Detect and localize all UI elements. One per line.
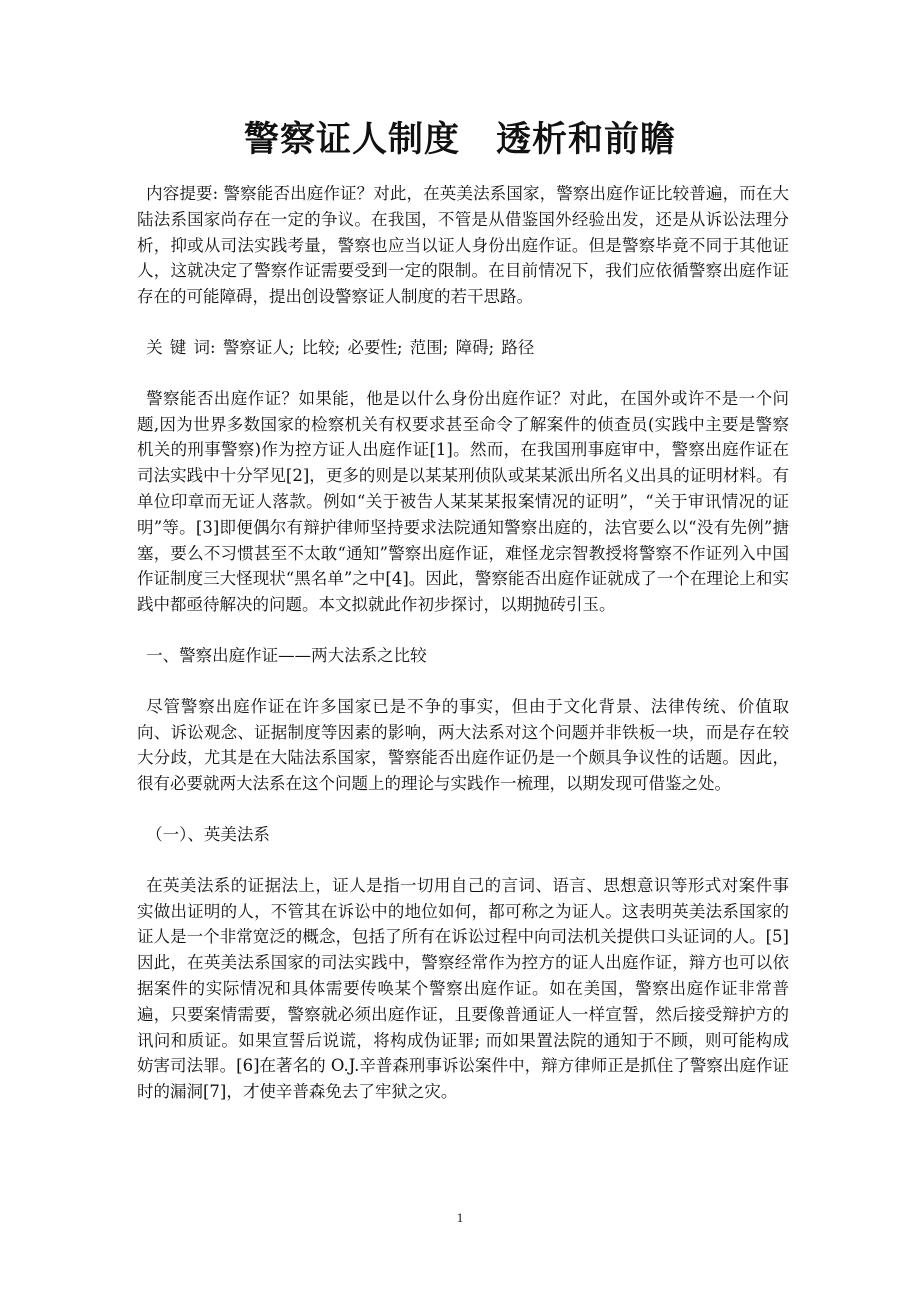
page-title: 警察证人制度 透析和前瞻 — [243, 120, 676, 160]
keywords-line: 关 键 词: 警察证人; 比较; 必要性; 范围; 障碍; 路径 — [146, 337, 535, 357]
subsection-heading: （一）、英美法系 — [146, 824, 270, 844]
section-heading: 一、警察出庭作证——两大法系之比较 — [146, 645, 427, 665]
document-body — [137, 181, 789, 1105]
section-paragraph: 尽管警察出庭作证在许多国家已是不争的事实，但由于文化背景、法律传统、价值取向、诉讼观念、证据制度等因素的影响，两大法系对这个问题并非铁板一块，而是存在较大分歧，尤其是在大陆法系国家，警察能否出庭作证仍是一个颇具争议性的话题。因此，很有必要就两大法系在这个问题上的理论与实践作一梳理，以期发现可借鉴之处。 — [137, 696, 789, 794]
abstract-paragraph: 内容提要: 警察能否出庭作证？对此，在英美法系国家，警察出庭作证比较普遍，而在大陆法系国家尚存在一定的争议。在我国，不管是从借鉴国外经验出发，还是从诉讼法理分析，抑或从司法实践考量，警察也应当以证人身份出庭作证。但是警察毕竟不同于其他证人，这就决定了警察作证需要受到一定的限制。在目前情况下，我们应依循警察出庭作证存在的可能障碍，提出创设警察证人制度的若干思路。 — [137, 184, 789, 307]
intro-paragraph: 警察能否出庭作证？如果能，他是以什么身份出庭作证？对此，在国外或许不是一个问题,因为世界多数国家的检察机关有权要求甚至命令了解案件的侦查员(实践中主要是警察机关的刑事警察)作为控方证人出庭作证[1]。然而，在我国刑事庭审中，警察出庭作证在司法实践中十分罕见[2]，更多的则是以某某刑侦队或某某派出所名义出具的证明材料。有单位印章而无证人落款。例如“关于被告人某某某报案情况的证明”，“关于审讯情况的证明”等。[3]即便偶尔有辩护律师坚持要求法院通知警察出庭的，法官要么以“没有先例”搪塞，要么不习惯甚至不太敢“通知”警察出庭作证，难怪龙宗智教授将警察不作证列入中国作证制度三大怪现状“黑名单”之中[4]。因此，警察能否出庭作证就成了一个在理论上和实践中都亟待解决的问题。本文拟就此作初步探讨，以期抛砖引玉。 — [137, 388, 789, 615]
subsection-paragraph: 在英美法系的证据法上，证人是指一切用自己的言词、语言、思想意识等形式对案件事实做出证明的人，不管其在诉讼中的地位如何，都可称之为证人。这表明英美法系国家的证人是一个非常宽泛的概念，包括了所有在诉讼过程中向司法机关提供口头证词的人。[5]因此，在英美法系国家的司法实践中，警察经常作为控方的证人出庭作证，辩方也可以依据案件的实际情况和具体需要传唤某个警察出庭作证。如在美国，警察出庭作证非常普遍，只要案情需要，警察就必须出庭作证，且要像普通证人一样宣誓，然后接受辩护方的讯问和质证。如果宣誓后说谎，将构成伪证罪; 而如果置法院的通知于不顾，则可能构成妨害司法罪。[6]在著名的 O.J.辛普森刑事诉讼案件中，辩方律师正是抓住了警察出庭作证时的漏洞[7]，才使辛普森免去了牢狱之灾。 — [137, 875, 789, 1102]
page-number: 1 — [456, 1210, 464, 1225]
